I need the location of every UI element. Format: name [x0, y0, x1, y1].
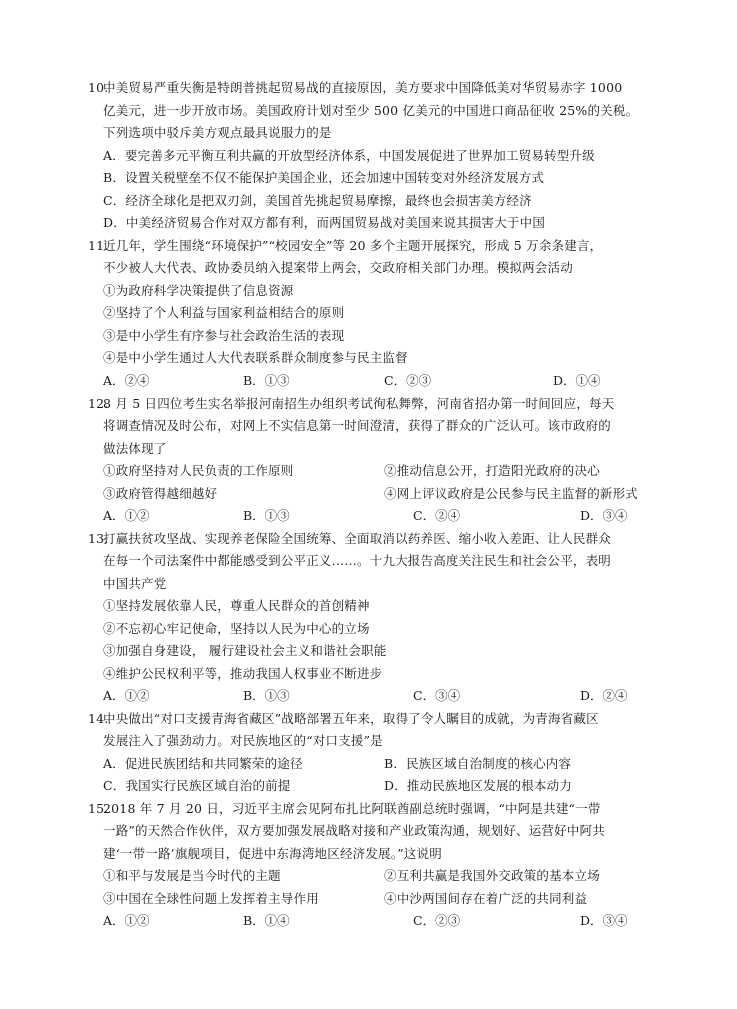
question-stem: 亿美元，进一步开放市场。美国政府计划对至少 500 亿美元的中国进口商品征收 25%的关税。 — [103, 103, 639, 118]
statement-item: ③中国在全球性问题上发挥着主导作用 — [103, 891, 319, 906]
statement-item: ④是中小学生通过人大代表联系群众制度参与民主监督 — [103, 350, 408, 365]
statement-item: ①和平与发展是当今时代的主题 — [103, 868, 281, 883]
question-stem: 在每一个司法案件中都能感受到公平正义……。十九大报告高度关注民生和社会公平，表明 — [103, 553, 612, 568]
answer-d: D．③④ — [580, 508, 628, 523]
question-stem: 近几年，学生围绕“环境保护”“校园安全”等 20 多个主题开展探究，形成 5 万余条建言， — [103, 238, 603, 253]
question-stem: 8 月 5 日四位考生实名举报河南招生办组织考试徇私舞弊，河南省招办第一时间回应，每天 — [103, 396, 615, 411]
question-number: 14. — [88, 711, 109, 726]
answer-d: D．③④ — [580, 913, 628, 928]
statement-item: ④网上评议政府是公民参与民主监督的新形式 — [384, 486, 639, 501]
question-stem: 建‘一带一路’旗舰项目，促进中东海湾地区经济发展。”这说明 — [103, 846, 442, 861]
option-a: A．促进民族团结和共同繁荣的途径 — [103, 756, 303, 771]
question-stem: 中美贸易严重失衡是特朗普挑起贸易战的直接原因，美方要求中国降低美对华贸易赤字 1000 — [103, 80, 623, 95]
question-stem: 将调查情况及时公布，对网上不实信息第一时间澄清，获得了群众的广泛认可。该市政府的 — [103, 418, 612, 433]
option-c: C．我国实行民族区域自治的前提 — [103, 778, 291, 793]
answer-c: C．②③ — [384, 373, 432, 388]
statement-item: ②坚持了个人利益与国家利益相结合的原则 — [103, 305, 345, 320]
question-number: 11. — [88, 238, 109, 253]
answer-c: C．②④ — [413, 508, 461, 523]
question-stem: 一路”的天然合作伙伴，双方要加强发展战略对接和产业政策沟通，规划好、运营好中阿共 — [103, 823, 605, 838]
answer-b: B．①③ — [243, 508, 290, 523]
answer-d: D．①④ — [553, 373, 601, 388]
question-number: 15. — [88, 801, 109, 816]
statement-item: ①坚持发展依靠人民，尊重人民群众的首创精神 — [103, 598, 370, 613]
option-c: C．经济全球化是把双刃剑，美国首先挑起贸易摩擦，最终也会损害美方经济 — [103, 193, 532, 208]
statement-item: ②推动信息公开，打造阳光政府的决心 — [384, 463, 600, 478]
question-stem: 中央做出“对口支援青海省藏区”战略部署五年来，取得了令人瞩目的成就，为青海省藏区 — [103, 711, 599, 726]
answer-b: B．①③ — [243, 688, 290, 703]
answer-a: A．①② — [103, 688, 150, 703]
answer-c: C．③④ — [413, 688, 461, 703]
question-stem: 不少被人大代表、政协委员纳入提案带上两会，交政府相关部门办理。模拟两会活动 — [103, 260, 573, 275]
answer-a: A．①② — [103, 508, 150, 523]
answer-c: C．②③ — [413, 913, 461, 928]
answer-d: D．②④ — [580, 688, 628, 703]
question-stem: 发展注入了强劲动力。对民族地区的“对口支援”是 — [103, 733, 383, 748]
question-stem: 打赢扶贫攻坚战、实现养老保险全国统筹、全面取消以药养医、缩小收入差距、让人民群众 — [103, 531, 612, 546]
question-stem: 中国共产党 — [103, 576, 167, 591]
answer-b: B．①④ — [243, 913, 290, 928]
answer-b: B．①③ — [243, 373, 290, 388]
option-d: D．推动民族地区发展的根本动力 — [384, 778, 573, 793]
question-number: 13. — [88, 531, 109, 546]
statement-item: ①政府坚持对人民负责的工作原则 — [103, 463, 294, 478]
statement-item: ④中沙两国间存在着广泛的共同利益 — [384, 891, 588, 906]
answer-a: A．②④ — [103, 373, 150, 388]
statement-item: ③加强自身建设， 履行建设社会主义和谐社会职能 — [103, 643, 387, 658]
question-stem: 做法体现了 — [103, 441, 167, 456]
statement-item: ④维护公民权利平等，推动我国人权事业不断进步 — [103, 666, 383, 681]
option-d: D．中美经济贸易合作对双方都有利，而两国贸易战对美国来说其损害大于中国 — [103, 215, 546, 230]
question-number: 10. — [88, 80, 109, 95]
option-b: B．设置关税壁垒不仅不能保护美国企业，还会加速中国转变对外经济发展方式 — [103, 170, 545, 185]
question-number: 12. — [88, 396, 109, 411]
question-stem: 2018 年 7 月 20 日，习近平主席会见阿布扎比阿联酋副总统时强调，“中阿是共建“一带 — [103, 801, 601, 816]
statement-item: ①为政府科学决策提供了信息资源 — [103, 283, 294, 298]
statement-item: ②不忘初心牢记使命，坚持以人民为中心的立场 — [103, 621, 370, 636]
question-stem: 下列选项中驳斥美方观点最具说服力的是 — [103, 125, 332, 140]
statement-item: ③政府管得越细越好 — [103, 486, 218, 501]
answer-a: A．①② — [103, 913, 150, 928]
option-b: B．民族区域自治制度的核心内容 — [384, 756, 572, 771]
statement-item: ③是中小学生有序参与社会政治生活的表现 — [103, 328, 345, 343]
option-a: A．要完善多元平衡互利共赢的开放型经济体系，中国发展促进了世界加工贸易转型升级 — [103, 148, 595, 163]
statement-item: ②互利共赢是我国外交政策的基本立场 — [384, 868, 600, 883]
